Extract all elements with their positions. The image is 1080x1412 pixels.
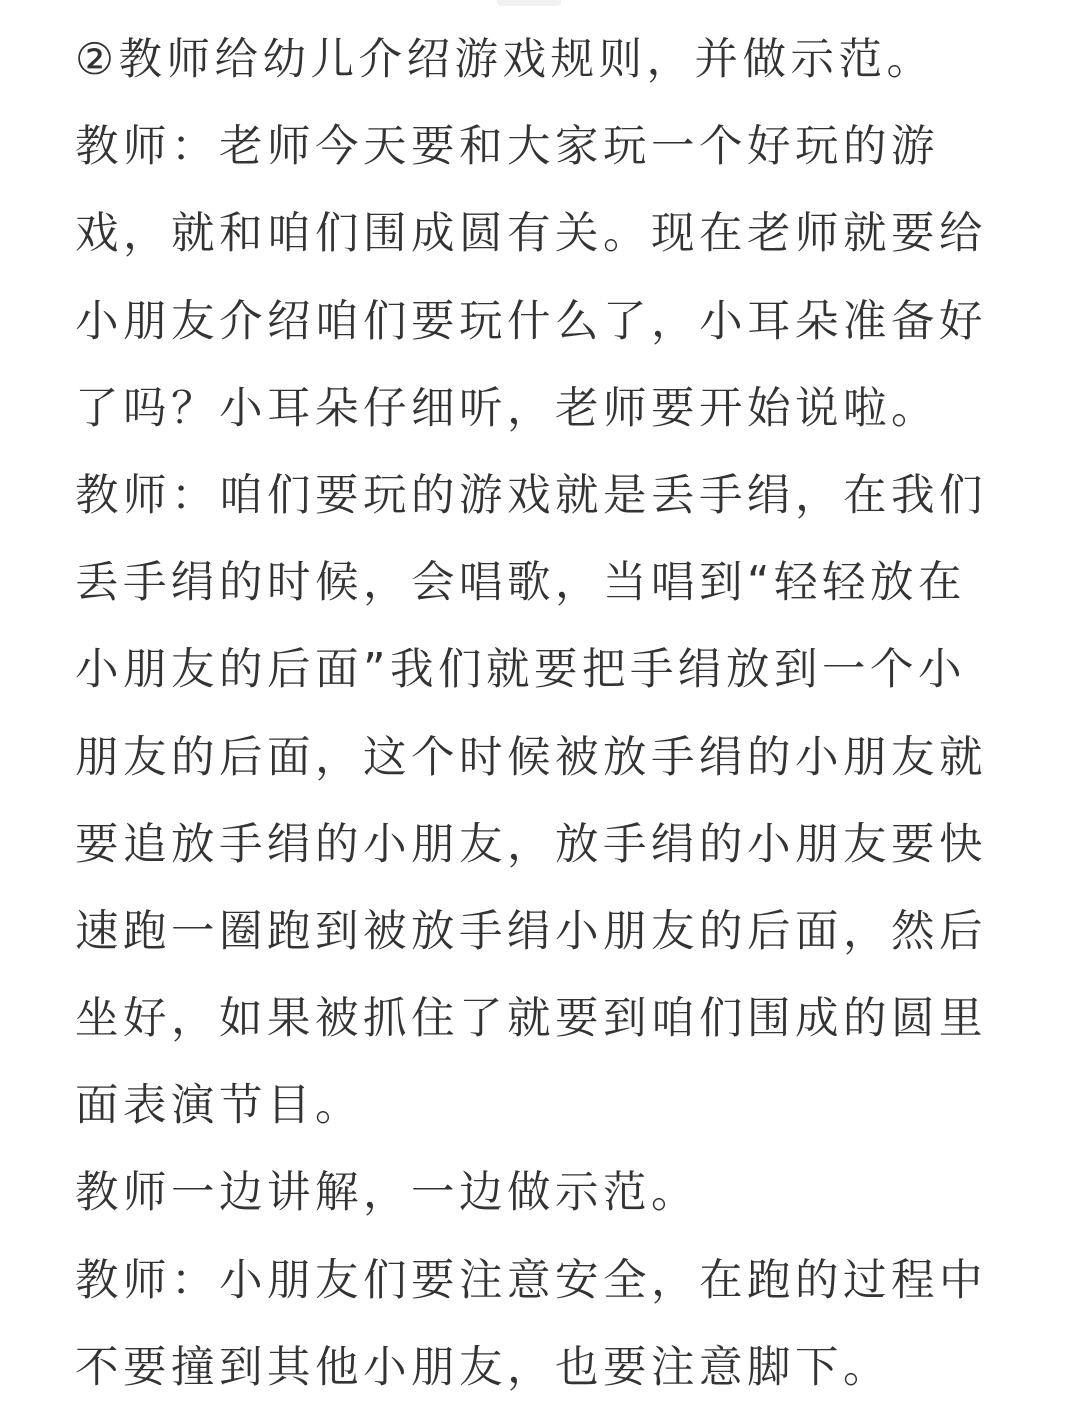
text-line: 速跑一圈跑到被放手绢小朋友的后面，然后 (75, 906, 987, 957)
text-line: 坐好，如果被抓住了就要到咱们围成的圆里 (75, 994, 987, 1045)
document-body (75, 17, 1005, 1412)
top-edge-bar (497, 0, 561, 6)
text-line: 面表演节目。 (75, 1081, 363, 1132)
text-line: 了吗？小耳朵仔细听，老师要开始说啦。 (75, 383, 939, 434)
text-line: 小朋友的后面”我们就要把手绢放到一个小 (75, 645, 967, 696)
text-line: 戏，就和咱们围成圆有关。现在老师就要给 (75, 209, 987, 260)
text-line: 小朋友介绍咱们要玩什么了，小耳朵准备好 (75, 296, 987, 347)
text-line: 教师一边讲解，一边做示范。 (75, 1168, 699, 1219)
text-line: 要追放手绢的小朋友，放手绢的小朋友要快 (75, 819, 987, 870)
text-line: 朋友的后面，这个时候被放手绢的小朋友就 (75, 732, 987, 783)
text-line: 教师：老师今天要和大家玩一个好玩的游 (75, 122, 939, 173)
text-line: ②教师给幼儿介绍游戏规则，并做示范。 (75, 35, 935, 85)
text-line: 教师：咱们要玩的游戏就是丢手绢，在我们 (75, 470, 987, 521)
text-line: 不要撞到其他小朋友，也要注意脚下。 (75, 1342, 891, 1393)
text-line: 教师：小朋友们要注意安全，在跑的过程中 (75, 1255, 987, 1306)
text-line: 丢手绢的时候，会唱歌，当唱到“轻轻放在 (75, 558, 967, 609)
